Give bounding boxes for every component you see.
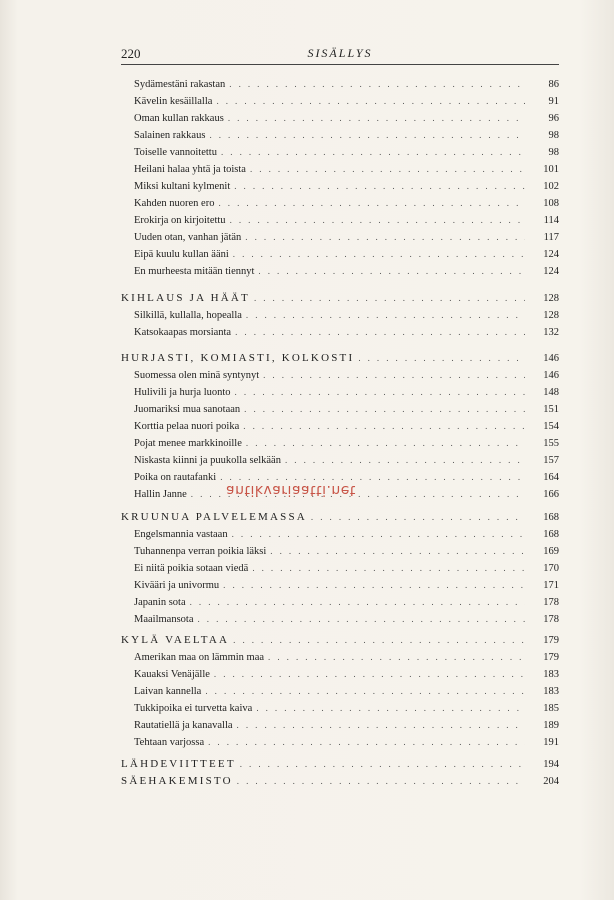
toc-entry-title: Heilani halaa yhtä ja toista bbox=[134, 164, 246, 175]
toc-entry-page: 146 bbox=[543, 353, 559, 364]
toc-entry-title: Kivääri ja univormu bbox=[134, 580, 220, 591]
toc-entry-title: Rautatiellä ja kanavalla bbox=[134, 720, 233, 731]
toc-entry-title: KIHLAUS JA HÄÄT bbox=[121, 292, 250, 304]
toc-entry-page: 164 bbox=[543, 472, 559, 483]
toc-entry bbox=[134, 526, 559, 542]
toc-leader-dots bbox=[221, 144, 525, 160]
toc-entry-page: 91 bbox=[548, 96, 559, 107]
toc-entry-page: 178 bbox=[543, 614, 559, 625]
toc-entry-page: 155 bbox=[543, 438, 559, 449]
toc-entry-title: KYLÄ VAELTAA bbox=[121, 634, 230, 646]
toc-entry-title: SÄEHAKEMISTO bbox=[121, 775, 233, 787]
toc-leader-dots bbox=[197, 611, 525, 627]
toc-section-heading bbox=[121, 632, 559, 648]
toc-entry-title: Salainen rakkaus bbox=[134, 130, 206, 141]
toc-entry bbox=[134, 307, 559, 323]
toc-entry-page: 183 bbox=[543, 669, 559, 680]
toc-leader-dots bbox=[235, 384, 525, 400]
toc-entry-title: LÄHDEVIITTEET bbox=[121, 758, 236, 770]
toc-entry-page: 128 bbox=[543, 293, 559, 304]
toc-entry-page: 170 bbox=[543, 563, 559, 574]
toc-entry bbox=[134, 418, 559, 434]
toc-entry-page: 178 bbox=[543, 597, 559, 608]
toc-entry-title: Silkillä, kullalla, hopealla bbox=[134, 310, 242, 321]
toc-entry bbox=[134, 93, 559, 109]
toc-entry bbox=[134, 144, 559, 160]
toc-entry-title: Maailmansota bbox=[134, 614, 194, 625]
toc-entry bbox=[134, 127, 559, 143]
toc-entry-page: 157 bbox=[543, 455, 559, 466]
toc-leader-dots bbox=[246, 435, 525, 451]
toc-entry bbox=[134, 324, 559, 340]
toc-entry-title: Eipä kuulu kullan ääni bbox=[134, 249, 229, 260]
toc-entry-page: 108 bbox=[543, 198, 559, 209]
toc-section-heading bbox=[121, 773, 559, 789]
toc-entry-page: 98 bbox=[548, 147, 559, 158]
toc-entry bbox=[134, 435, 559, 451]
toc-section-heading bbox=[121, 756, 559, 772]
toc-entry bbox=[134, 76, 559, 92]
toc-leader-dots bbox=[234, 178, 525, 194]
toc-entry bbox=[134, 263, 559, 279]
toc-entry-title: Engelsmannia vastaan bbox=[134, 529, 228, 540]
toc-leader-dots bbox=[208, 734, 525, 750]
toc-entry bbox=[134, 717, 559, 733]
toc-entry-title: Tehtaan varjossa bbox=[134, 737, 205, 748]
toc-entry-title: Hallin Janne bbox=[134, 489, 187, 500]
toc-entry-title: Erokirja on kirjoitettu bbox=[134, 215, 226, 226]
toc-entry bbox=[134, 212, 559, 228]
toc-entry bbox=[134, 683, 559, 699]
toc-leader-dots bbox=[209, 127, 525, 143]
toc-entry-page: 166 bbox=[543, 489, 559, 500]
toc-leader-dots bbox=[216, 93, 525, 109]
toc-leader-dots bbox=[233, 246, 525, 262]
toc-leader-dots bbox=[252, 560, 525, 576]
toc-entry-title: Korttia pelaa nuori poika bbox=[134, 421, 240, 432]
toc-leader-dots bbox=[250, 161, 525, 177]
toc-entry bbox=[134, 229, 559, 245]
toc-entry-title: HURJASTI, KOMIASTI, KOLKOSTI bbox=[121, 352, 355, 364]
toc-entry-title: Kävelin kesäillalla bbox=[134, 96, 213, 107]
toc-entry-title: Pojat menee markkinoille bbox=[134, 438, 242, 449]
toc-entry-title: Poika on rautafanki bbox=[134, 472, 217, 483]
toc-leader-dots bbox=[254, 290, 525, 306]
toc-entry bbox=[134, 110, 559, 126]
toc-entry-page: 148 bbox=[543, 387, 559, 398]
toc-entry-title: Laivan kannella bbox=[134, 686, 202, 697]
toc-entry bbox=[134, 666, 559, 682]
page-header bbox=[121, 46, 559, 65]
toc-entry-page: 154 bbox=[543, 421, 559, 432]
toc-entry bbox=[134, 700, 559, 716]
toc-leader-dots bbox=[243, 418, 525, 434]
toc-entry-title: Kahden nuoren ero bbox=[134, 198, 215, 209]
toc-entry-page: 168 bbox=[543, 512, 559, 523]
toc-entry-page: 124 bbox=[543, 266, 559, 277]
toc-leader-dots bbox=[258, 263, 525, 279]
toc-entry bbox=[134, 560, 559, 576]
toc-leader-dots bbox=[268, 649, 525, 665]
toc-leader-dots bbox=[245, 229, 525, 245]
toc-entry-page: 128 bbox=[543, 310, 559, 321]
toc-section-heading bbox=[121, 290, 559, 306]
toc-entry-page: 114 bbox=[543, 215, 559, 226]
toc-entry-page: 185 bbox=[543, 703, 559, 714]
toc-entry bbox=[134, 401, 559, 417]
toc-entry bbox=[134, 611, 559, 627]
toc-entry bbox=[134, 178, 559, 194]
toc-entry-page: 86 bbox=[548, 79, 559, 90]
toc-section-heading bbox=[121, 350, 559, 366]
toc-leader-dots bbox=[229, 76, 525, 92]
toc-leader-dots bbox=[205, 683, 525, 699]
toc-leader-dots bbox=[214, 666, 525, 682]
toc-entry-page: 102 bbox=[543, 181, 559, 192]
toc-leader-dots bbox=[311, 509, 525, 525]
toc-leader-dots bbox=[230, 212, 525, 228]
toc-entry-page: 101 bbox=[543, 164, 559, 175]
toc-entry-page: 117 bbox=[543, 232, 559, 243]
toc-entry-page: 171 bbox=[543, 580, 559, 591]
toc-entry-title: Hulivili ja hurja luonto bbox=[134, 387, 231, 398]
toc-leader-dots bbox=[237, 773, 525, 789]
toc-entry-title: Oman kullan rakkaus bbox=[134, 113, 224, 124]
toc-entry-title: Amerikan maa on lämmin maa bbox=[134, 652, 265, 663]
toc-entry-page: 183 bbox=[543, 686, 559, 697]
toc-entry-title: Niskasta kiinni ja puukolla selkään bbox=[134, 455, 281, 466]
toc-entry-title: Kauaksi Venäjälle bbox=[134, 669, 210, 680]
toc-entry bbox=[134, 577, 559, 593]
toc-entry-page: 151 bbox=[543, 404, 559, 415]
toc-leader-dots bbox=[256, 700, 525, 716]
toc-entry bbox=[134, 734, 559, 750]
page-number: 220 bbox=[121, 46, 141, 61]
toc-entry-page: 124 bbox=[543, 249, 559, 260]
toc-entry-title: Japanin sota bbox=[134, 597, 186, 608]
toc-leader-dots bbox=[235, 324, 525, 340]
toc-leader-dots bbox=[233, 632, 525, 648]
toc-entry bbox=[134, 649, 559, 665]
toc-leader-dots bbox=[223, 577, 525, 593]
toc-entry bbox=[134, 594, 559, 610]
toc-entry-title: En murheesta mitään tiennyt bbox=[134, 266, 255, 277]
toc-leader-dots bbox=[240, 756, 525, 772]
toc-entry-page: 96 bbox=[548, 113, 559, 124]
toc-entry-title: Ei niitä poikia sotaan viedä bbox=[134, 563, 249, 574]
toc-entry-title: Uuden otan, vanhan jätän bbox=[134, 232, 242, 243]
toc-entry bbox=[134, 543, 559, 559]
toc-entry-page: 179 bbox=[543, 635, 559, 646]
toc-entry-page: 204 bbox=[543, 776, 559, 787]
toc-entry-title: Tuhannenpa verran poikia läksi bbox=[134, 546, 267, 557]
toc-entry-page: 179 bbox=[543, 652, 559, 663]
toc-entry-title: Suomessa olen minä syntynyt bbox=[134, 370, 260, 381]
toc-leader-dots bbox=[285, 452, 525, 468]
toc-leader-dots bbox=[246, 307, 525, 323]
toc-entry-page: 194 bbox=[543, 759, 559, 770]
toc-leader-dots bbox=[232, 526, 525, 542]
toc-entry-title: Katsokaapas morsianta bbox=[134, 327, 232, 338]
toc-entry-title: Sydämestäni rakastan bbox=[134, 79, 226, 90]
toc-leader-dots bbox=[228, 110, 525, 126]
toc-entry-title: Miksi kultani kylmenit bbox=[134, 181, 231, 192]
toc-entry-page: 98 bbox=[548, 130, 559, 141]
toc-section-heading bbox=[121, 509, 559, 525]
toc-leader-dots bbox=[237, 717, 525, 733]
toc-leader-dots bbox=[244, 401, 525, 417]
toc-entry bbox=[134, 384, 559, 400]
toc-entry-title: KRUUNUA PALVELEMASSA bbox=[121, 511, 307, 523]
toc-entry bbox=[134, 246, 559, 262]
toc-entry-page: 189 bbox=[543, 720, 559, 731]
toc-entry-title: Juomariksi mua sanotaan bbox=[134, 404, 241, 415]
toc-entry-page: 169 bbox=[543, 546, 559, 557]
toc-entry bbox=[134, 161, 559, 177]
toc-entry-title: Tukkipoika ei turvetta kaiva bbox=[134, 703, 253, 714]
toc-entry-page: 146 bbox=[543, 370, 559, 381]
watermark: antikvariaatti.net bbox=[226, 482, 356, 498]
toc-leader-dots bbox=[270, 543, 525, 559]
toc-entry bbox=[134, 452, 559, 468]
toc-leader-dots bbox=[190, 594, 525, 610]
toc-leader-dots bbox=[263, 367, 525, 383]
toc-entry-page: 132 bbox=[543, 327, 559, 338]
toc-entry bbox=[134, 195, 559, 211]
toc-entry bbox=[134, 367, 559, 383]
toc-leader-dots bbox=[358, 350, 525, 366]
toc-leader-dots bbox=[218, 195, 525, 211]
toc-entry-page: 191 bbox=[543, 737, 559, 748]
toc-entry-page: 168 bbox=[543, 529, 559, 540]
toc-entry-title: Toiselle vannoitettu bbox=[134, 147, 217, 158]
running-title: SISÄLLYS bbox=[307, 46, 373, 60]
